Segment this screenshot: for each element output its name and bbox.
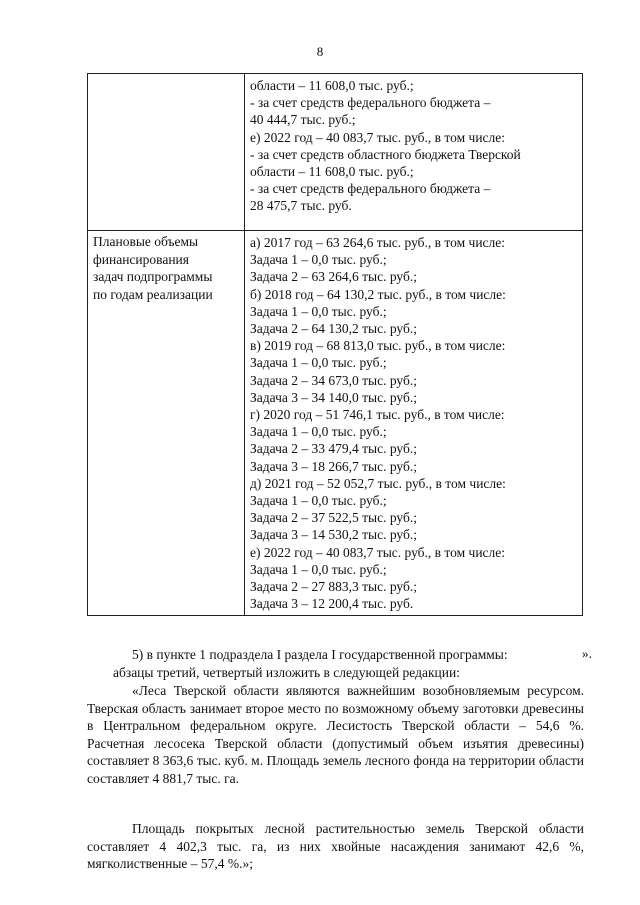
- item5-instruction: абзацы третий, четвертый изложить в следующей редакции:: [113, 664, 460, 680]
- table-line: Задача 2 – 64 130,2 тыс. руб.;: [250, 321, 417, 337]
- table-line: г) 2020 год – 51 746,1 тыс. руб., в том числе:: [250, 407, 505, 423]
- table-line: е) 2022 год – 40 083,7 тыс. руб., в том числе:: [250, 544, 506, 560]
- table-line: Задача 1 – 0,0 тыс. руб.;: [250, 252, 387, 268]
- table-line: Задача 3 – 14 530,2 тыс. руб.;: [250, 527, 417, 543]
- table-line: - за счет средств областного бюджета Тверской: [250, 146, 521, 162]
- item5-heading: 5) в пункте 1 подраздела I раздела I государственной программы:: [132, 647, 508, 662]
- table-row: [88, 74, 583, 231]
- table-cell-label: [88, 74, 245, 231]
- paragraph-text: «Леса Тверской области являются важнейшим возобновляемым ресурсом. Тверская область занимает второе место по возможному объему заготовки древесины в Центральном федеральном округе. Лесистость Тверской области – 54,6 %. Расчетная лесосека Тверской области (допустимый объем изъятия древесины) составляет 8 363,6 тыс. куб. м. Площадь земель лесного фонда на территории области составляет 4 881,7 тыс. га.: [87, 683, 584, 786]
- table-line: Задача 2 – 34 673,0 тыс. руб.;: [250, 372, 417, 388]
- quoted-paragraph-forests: [87, 682, 584, 788]
- table-line: в) 2019 год – 68 813,0 тыс. руб., в том числе:: [250, 338, 506, 354]
- table-line: Задача 1 – 0,0 тыс. руб.;: [250, 561, 387, 577]
- table-line: Задача 1 – 0,0 тыс. руб.;: [250, 424, 387, 440]
- table-line: Задача 1 – 0,0 тыс. руб.;: [250, 303, 387, 319]
- amendment-item-5: [87, 646, 584, 681]
- table-line: - за счет средств федерального бюджета –: [250, 181, 491, 197]
- row-label-line: по годам реализации: [93, 286, 213, 302]
- table-line: Задача 3 – 12 200,4 тыс. руб.: [250, 596, 414, 612]
- table-line: Задача 1 – 0,0 тыс. руб.;: [250, 493, 387, 509]
- table-line: Задача 2 – 33 479,4 тыс. руб.;: [250, 441, 417, 457]
- table-cell-label: [88, 231, 245, 616]
- table-line: Задача 3 – 34 140,0 тыс. руб.;: [250, 389, 417, 405]
- table-line: д) 2021 год – 52 052,7 тыс. руб., в том числе:: [250, 475, 506, 491]
- table-line: Задача 3 – 18 266,7 тыс. руб.;: [250, 458, 417, 474]
- table-cell-values: [245, 74, 583, 231]
- table-line: 40 444,7 тыс. руб.;: [250, 112, 356, 128]
- table-line: Задача 2 – 37 522,5 тыс. руб.;: [250, 510, 417, 526]
- table-line: области – 11 608,0 тыс. руб.;: [250, 164, 414, 180]
- funding-table: [87, 73, 583, 616]
- table-row: [88, 231, 583, 616]
- table-line: е) 2022 год – 40 083,7 тыс. руб., в том числе:: [250, 129, 506, 145]
- row-label-line: финансирования: [93, 251, 189, 267]
- row-label-line: задач подпрограммы: [93, 269, 213, 285]
- quoted-paragraph-forest-area: [87, 820, 584, 873]
- table-line: - за счет средств федерального бюджета –: [250, 95, 491, 111]
- page-number: 8: [316, 44, 324, 59]
- table-line: Задача 2 – 27 883,3 тыс. руб.;: [250, 579, 417, 595]
- table-cell-values: [245, 231, 583, 616]
- closing-quote-mark: ».: [581, 646, 592, 661]
- table-line: области – 11 608,0 тыс. руб.;: [250, 78, 414, 93]
- paragraph-text: Площадь покрытых лесной растительностью земель Тверской области составляет 4 402,3 тыс. га, из них хвойные насаждения занимают 42,6 %, мягколиственные – 57,4 %.»;: [87, 821, 584, 872]
- table-line: Задача 1 – 0,0 тыс. руб.;: [250, 355, 387, 371]
- row-label-line: Плановые объемы: [93, 234, 199, 249]
- table-line: Задача 2 – 63 264,6 тыс. руб.;: [250, 269, 417, 285]
- table-line: б) 2018 год – 64 130,2 тыс. руб., в том числе:: [250, 286, 506, 302]
- table-line: а) 2017 год – 63 264,6 тыс. руб., в том числе:: [250, 235, 506, 250]
- table-line: 28 475,7 тыс. руб.: [250, 198, 352, 214]
